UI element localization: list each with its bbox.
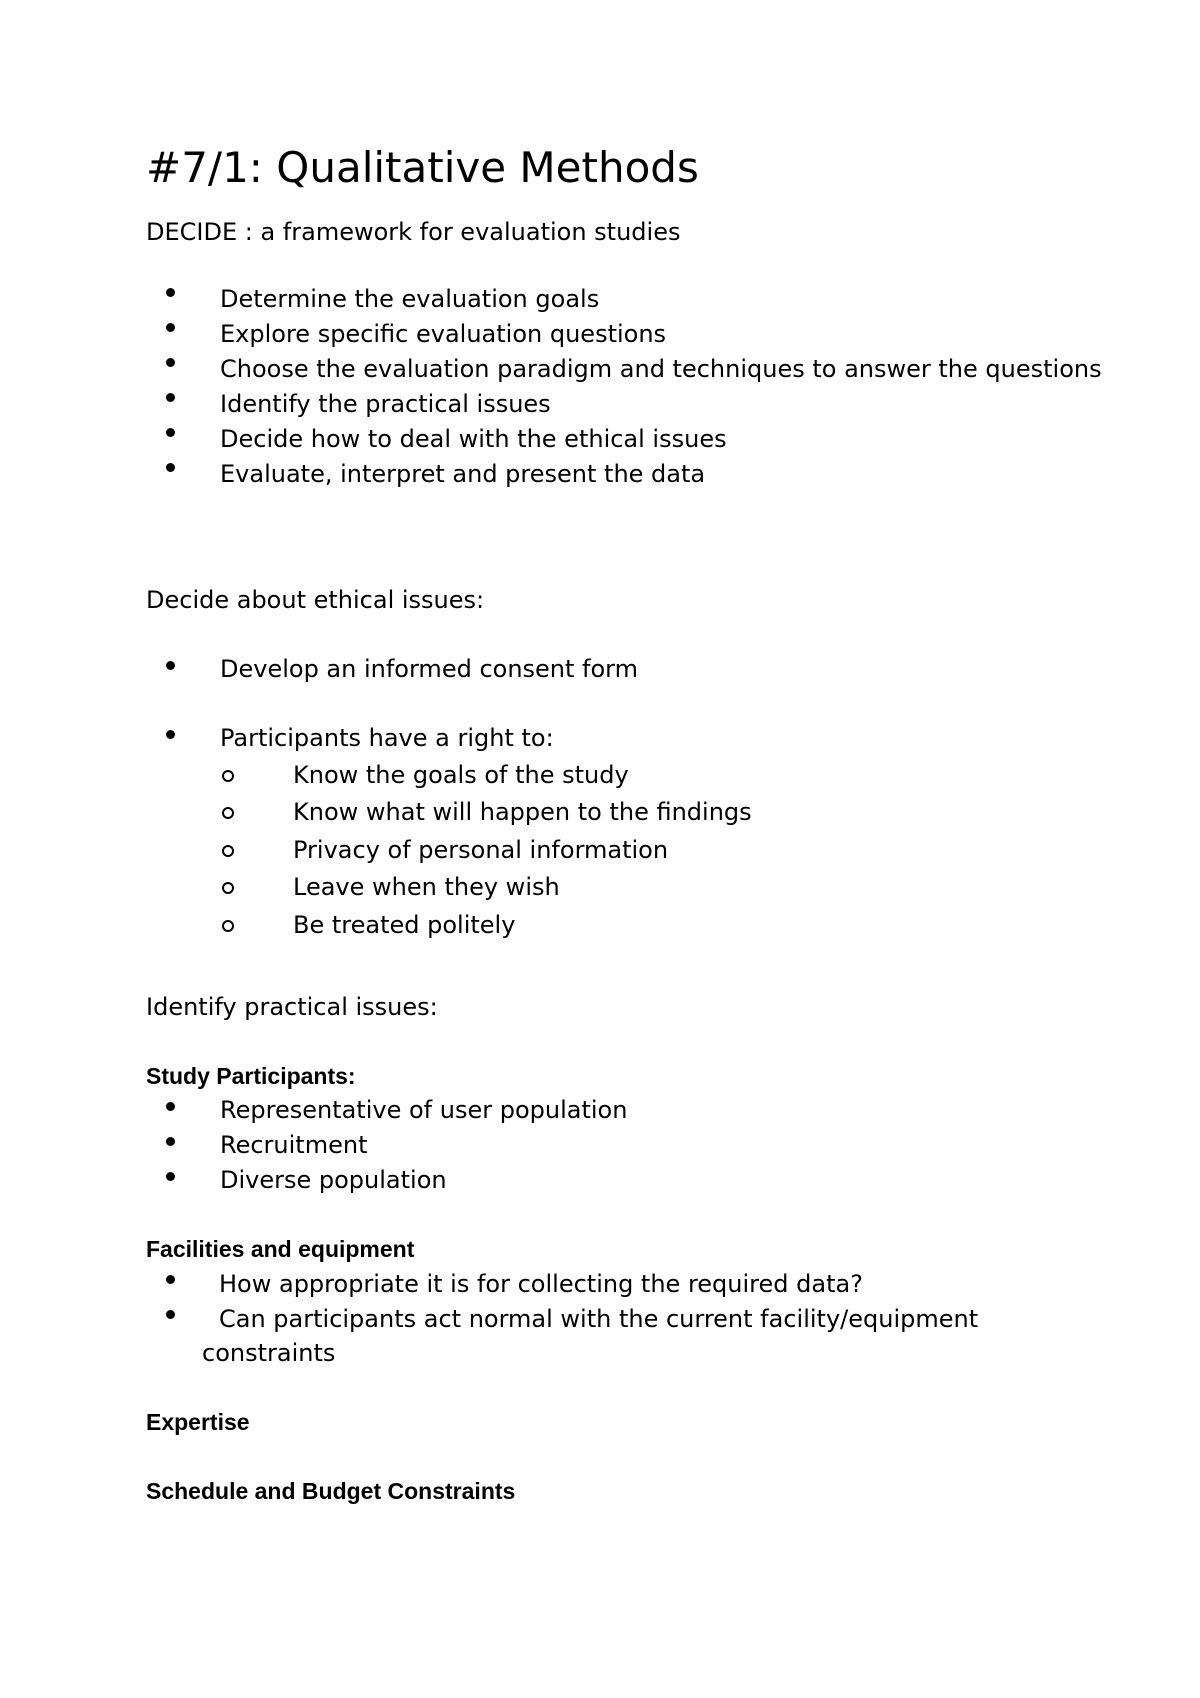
list-item-text: Can participants act normal with the current facility/equipment [219, 1305, 979, 1333]
bullet-icon [166, 1172, 175, 1181]
ethical-heading: Decide about ethical issues: [146, 586, 485, 614]
bullet-icon [166, 1275, 175, 1284]
page-title: #7/1: Qualitative Methods [146, 143, 699, 192]
bullet-icon [166, 463, 175, 472]
list-item-text: Identify the practical issues [220, 390, 551, 418]
list-item-text: Diverse population [220, 1166, 447, 1194]
list-item-text: Participants have a right to: [220, 724, 554, 752]
schedule-heading: Schedule and Budget Constraints [146, 1478, 516, 1504]
circle-bullet-icon [222, 845, 234, 857]
facilities-heading: Facilities and equipment [146, 1236, 415, 1262]
list-item-text: Recruitment [220, 1131, 368, 1159]
list-item-text: Evaluate, interpret and present the data [220, 460, 706, 488]
sub-list-item-text: Know what will happen to the findings [293, 798, 752, 826]
sub-list-item-text: Know the goals of the study [293, 761, 629, 789]
list-item-text: Explore specific evaluation questions [220, 320, 667, 348]
bullet-icon [166, 393, 175, 402]
list-item-text: How appropriate it is for collecting the required data? [219, 1270, 863, 1298]
bullet-icon [166, 1310, 175, 1319]
participants-heading: Study Participants: [146, 1063, 356, 1089]
circle-bullet-icon [222, 807, 234, 819]
sub-list-item-text: Leave when they wish [293, 873, 560, 901]
list-item-text: Decide how to deal with the ethical issues [220, 425, 727, 453]
bullet-icon [166, 1102, 175, 1111]
decide-intro: DECIDE : a framework for evaluation studies [146, 218, 681, 246]
sub-list-item-text: Be treated politely [293, 911, 516, 939]
list-item-text-continuation: constraints [202, 1339, 336, 1367]
bullet-icon [166, 323, 175, 332]
circle-bullet-icon [222, 882, 234, 894]
circle-bullet-icon [222, 770, 234, 782]
bullet-icon [166, 1137, 175, 1146]
list-item-text: Develop an informed consent form [220, 655, 639, 683]
bullet-icon [166, 428, 175, 437]
list-item-text: Representative of user population [220, 1096, 628, 1124]
expertise-heading: Expertise [146, 1409, 250, 1435]
bullet-icon [166, 661, 175, 670]
list-item-text: Determine the evaluation goals [220, 285, 600, 313]
sub-list-item-text: Privacy of personal information [293, 836, 669, 864]
bullet-icon [166, 358, 175, 367]
list-item-text: Choose the evaluation paradigm and techniques to answer the questions [220, 355, 1102, 383]
bullet-icon [166, 288, 175, 297]
bullet-icon [166, 730, 175, 739]
practical-heading: Identify practical issues: [146, 993, 438, 1021]
circle-bullet-icon [222, 920, 234, 932]
